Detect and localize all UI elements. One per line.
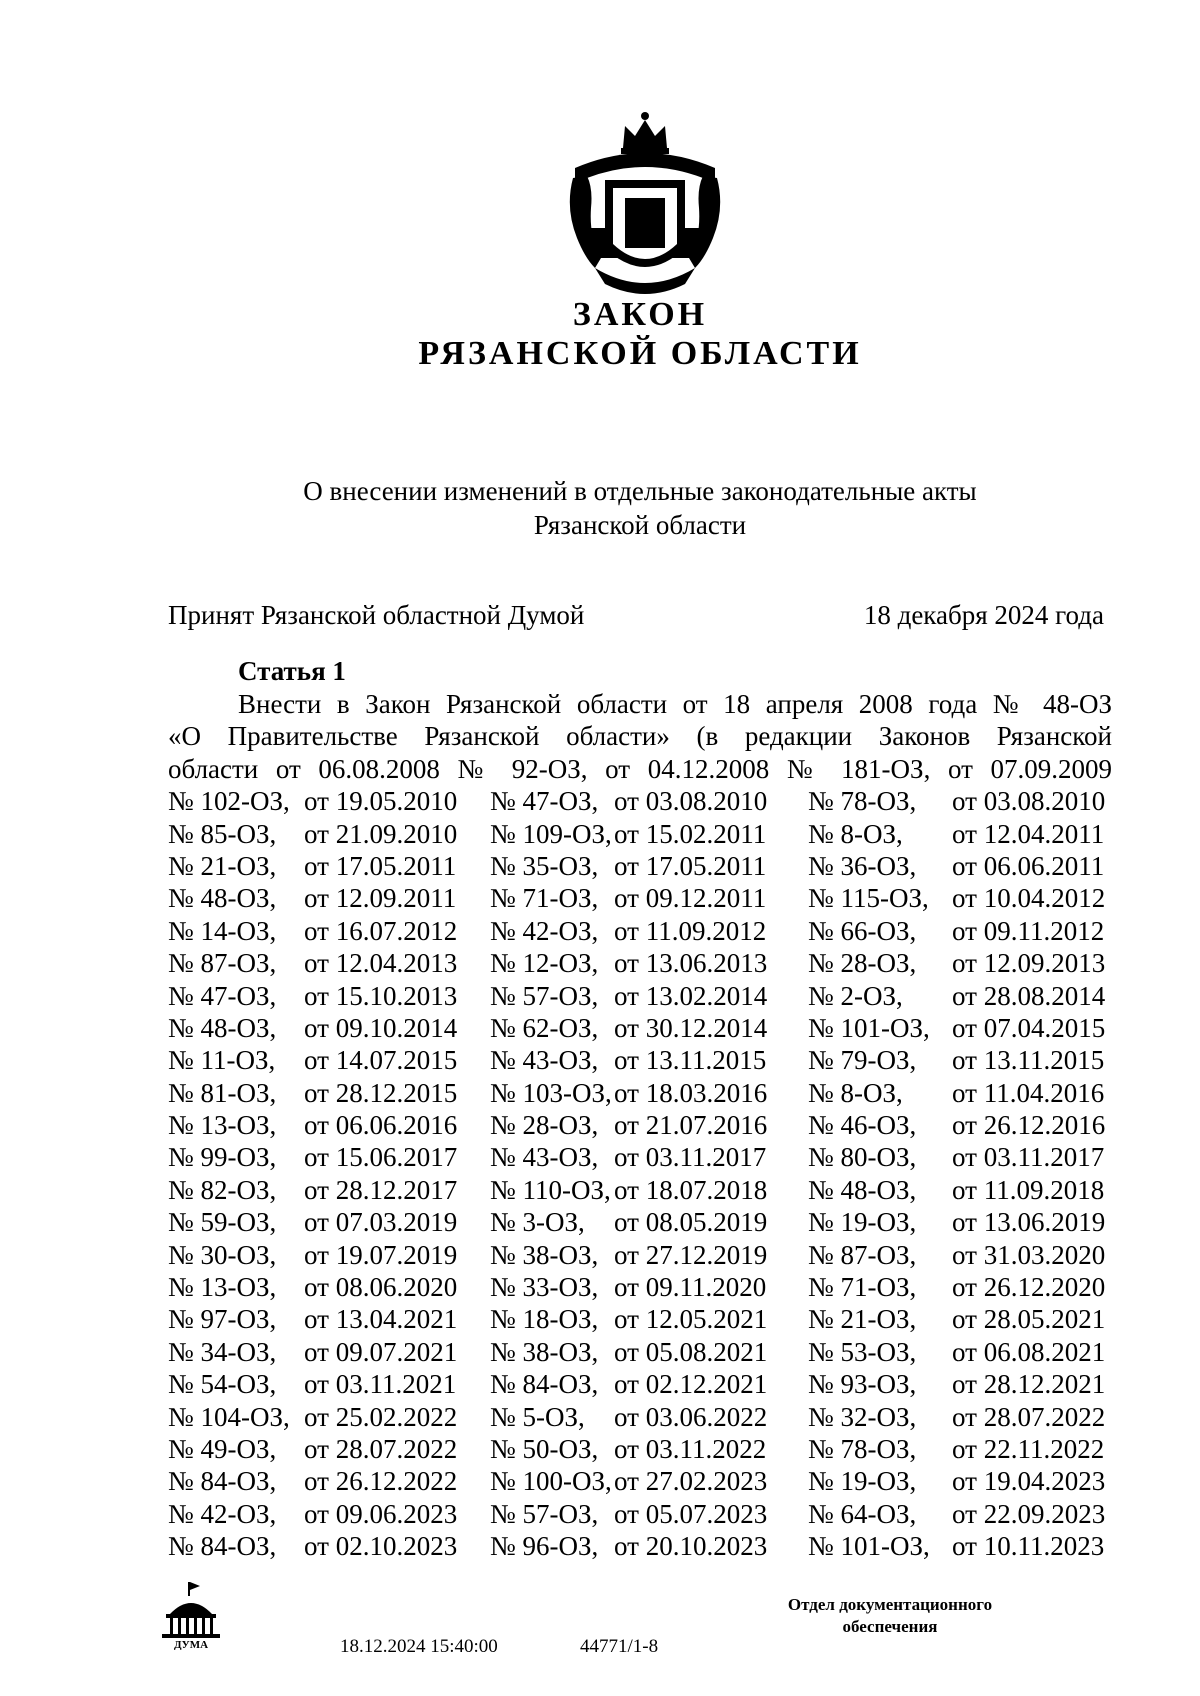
law-date: от 16.07.2012 — [304, 915, 458, 946]
law-date: от 28.07.2022 — [304, 1433, 458, 1464]
amendment-row — [168, 1206, 1112, 1238]
amendment-row — [168, 1368, 1112, 1400]
law-date: от 03.11.2017 — [614, 1142, 767, 1173]
amendment-row — [168, 1433, 1112, 1465]
law-number: № 87-ОЗ, — [808, 1239, 917, 1270]
law-number: № 47-ОЗ, — [168, 980, 277, 1011]
law-date: от 09.11.2012 — [952, 915, 1105, 946]
law-date: от 18.03.2016 — [614, 1077, 768, 1108]
law-date: от 03.06.2022 — [614, 1401, 768, 1432]
law-date: от 07.03.2019 — [304, 1207, 458, 1238]
law-date: от 28.07.2022 — [952, 1401, 1106, 1432]
law-number: № 59-ОЗ, — [168, 1207, 277, 1238]
law-number: № 109-ОЗ, — [490, 818, 612, 849]
law-date: от 27.02.2023 — [614, 1466, 768, 1497]
law-date: от 27.12.2019 — [614, 1239, 768, 1270]
law-number: № 48-ОЗ, — [168, 1012, 277, 1043]
law-date: от 11.09.2012 — [614, 915, 767, 946]
amendment-row — [168, 1077, 1112, 1109]
law-date: от 15.10.2013 — [304, 980, 458, 1011]
law-number: № 47-ОЗ, — [490, 786, 599, 817]
law-number: № 12-ОЗ, — [490, 948, 599, 979]
amendment-row — [168, 1336, 1112, 1368]
law-number: № 13-ОЗ, — [168, 1272, 277, 1303]
law-date: от 11.04.2016 — [952, 1077, 1105, 1108]
law-number: № 28-ОЗ, — [808, 948, 917, 979]
law-number: № 93-ОЗ, — [808, 1369, 917, 1400]
law-number: № 103-ОЗ, — [490, 1077, 612, 1108]
law-date: от 12.04.2011 — [952, 818, 1105, 849]
law-date: от 26.12.2022 — [304, 1466, 458, 1497]
law-number: № 13-ОЗ, — [168, 1110, 277, 1141]
law-date: от 22.09.2023 — [952, 1498, 1106, 1529]
law-date: от 28.12.2021 — [952, 1369, 1106, 1400]
law-number: № 21-ОЗ, — [808, 1304, 917, 1335]
law-number: № 53-ОЗ, — [808, 1336, 917, 1367]
law-number: № 78-ОЗ, — [808, 1433, 917, 1464]
law-date: от 02.10.2023 — [304, 1531, 458, 1562]
law-number: № 87-ОЗ, — [168, 948, 277, 979]
law-number: № 28-ОЗ, — [490, 1110, 599, 1141]
law-date: от 22.11.2022 — [952, 1433, 1105, 1464]
article-text-line: Внести в Закон Рязанской области от 18 апреля 2008 года № 48-ОЗ — [238, 689, 1112, 719]
law-number: № 71-ОЗ, — [490, 883, 599, 914]
law-number: № 30-ОЗ, — [168, 1239, 277, 1270]
law-number: № 2-ОЗ, — [808, 980, 903, 1011]
law-date: от 17.05.2011 — [614, 850, 767, 881]
article-text-line: области от 06.08.2008 № 92-ОЗ, от 04.12.2008 № 181-ОЗ, от 07.09.2009 — [168, 753, 1112, 784]
law-number: № 11-ОЗ, — [168, 1045, 276, 1076]
document-type-title: ЗАКОН — [572, 296, 708, 333]
department-line-2: обеспечения — [842, 1617, 938, 1636]
law-date: от 13.11.2015 — [614, 1045, 767, 1076]
law-date: от 10.11.2023 — [952, 1531, 1105, 1562]
law-date: от 12.09.2011 — [304, 883, 457, 914]
law-date: от 09.12.2011 — [614, 883, 767, 914]
law-number: № 3-ОЗ, — [490, 1207, 585, 1238]
amendment-row — [168, 1012, 1112, 1044]
law-date: от 03.08.2010 — [614, 786, 768, 817]
law-date: от 20.10.2023 — [614, 1531, 768, 1562]
law-number: № 78-ОЗ, — [808, 786, 917, 817]
law-number: № 19-ОЗ, — [808, 1207, 917, 1238]
law-date: от 21.07.2016 — [614, 1110, 768, 1141]
law-number: № 100-ОЗ, — [490, 1466, 612, 1497]
law-number: № 19-ОЗ, — [808, 1466, 917, 1497]
law-number: № 99-ОЗ, — [168, 1142, 277, 1173]
law-date: от 15.02.2011 — [614, 818, 767, 849]
law-number: № 50-ОЗ, — [490, 1433, 599, 1464]
region-title: РЯЗАНСКОЙ ОБЛАСТИ — [418, 335, 862, 372]
law-date: от 13.04.2021 — [304, 1304, 458, 1335]
law-date: от 09.10.2014 — [304, 1012, 458, 1043]
article-text-line: «О Правительстве Рязанской области» (в редакции Законов Рязанской — [168, 721, 1112, 752]
amendment-row — [168, 1530, 1112, 1562]
amendment-row — [168, 1303, 1112, 1335]
law-date: от 28.12.2015 — [304, 1077, 458, 1108]
law-number: № 57-ОЗ, — [490, 980, 599, 1011]
amendment-row — [168, 1239, 1112, 1271]
law-date: от 03.11.2022 — [614, 1433, 767, 1464]
amendment-row — [168, 1498, 1112, 1530]
law-number: № 96-ОЗ, — [490, 1531, 599, 1562]
law-date: от 13.06.2013 — [614, 948, 768, 979]
law-date: от 18.07.2018 — [614, 1174, 768, 1205]
law-date: от 13.02.2014 — [614, 980, 768, 1011]
law-number: № 85-ОЗ, — [168, 818, 277, 849]
law-date: от 07.04.2015 — [952, 1012, 1106, 1043]
law-number: № 66-ОЗ, — [808, 915, 917, 946]
law-number: № 35-ОЗ, — [490, 850, 599, 881]
law-number: № 48-ОЗ, — [168, 883, 277, 914]
law-date: от 11.09.2018 — [952, 1174, 1105, 1205]
amendment-row — [168, 818, 1112, 850]
law-number: № 8-ОЗ, — [808, 1077, 903, 1108]
law-number: № 36-ОЗ, — [808, 850, 917, 881]
amendment-row — [168, 785, 1112, 817]
law-date: от 19.04.2023 — [952, 1466, 1106, 1497]
law-number: № 43-ОЗ, — [490, 1045, 599, 1076]
law-number: № 8-ОЗ, — [808, 818, 903, 849]
amendment-row — [168, 1465, 1112, 1497]
article-heading: Статья 1 — [238, 656, 346, 686]
law-number: № 80-ОЗ, — [808, 1142, 917, 1173]
amendment-row — [168, 1271, 1112, 1303]
law-number: № 102-ОЗ, — [168, 786, 290, 817]
law-number: № 14-ОЗ, — [168, 915, 277, 946]
coat-of-arms-emblem — [565, 108, 725, 298]
registration-number: 44771/1-8 — [580, 1636, 659, 1657]
law-number: № 33-ОЗ, — [490, 1272, 599, 1303]
amendment-row — [168, 1174, 1112, 1206]
law-number: № 18-ОЗ, — [490, 1304, 599, 1335]
law-number: № 57-ОЗ, — [490, 1498, 599, 1529]
law-number: № 62-ОЗ, — [490, 1012, 599, 1043]
law-number: № 46-ОЗ, — [808, 1110, 917, 1141]
adoption-date: 18 декабря 2024 года — [863, 600, 1104, 630]
law-number: № 49-ОЗ, — [168, 1433, 277, 1464]
law-date: от 28.08.2014 — [952, 980, 1106, 1011]
law-number: № 38-ОЗ, — [490, 1239, 599, 1270]
law-date: от 26.12.2016 — [952, 1110, 1106, 1141]
law-date: от 10.04.2012 — [952, 883, 1106, 914]
law-number: № 32-ОЗ, — [808, 1401, 917, 1432]
amendments-list — [168, 785, 1112, 1562]
law-date: от 30.12.2014 — [614, 1012, 768, 1043]
law-date: от 03.11.2017 — [952, 1142, 1105, 1173]
law-number: № 84-ОЗ, — [168, 1531, 277, 1562]
law-date: от 13.11.2015 — [952, 1045, 1105, 1076]
law-date: от 05.07.2023 — [614, 1498, 768, 1529]
law-date: от 19.05.2010 — [304, 786, 458, 817]
law-number: № 84-ОЗ, — [168, 1466, 277, 1497]
department-line-1: Отдел документационного — [787, 1595, 993, 1614]
law-date: от 12.05.2021 — [614, 1304, 768, 1335]
amendment-row — [168, 1044, 1112, 1076]
law-date: от 06.06.2011 — [952, 850, 1105, 881]
law-number: № 42-ОЗ, — [490, 915, 599, 946]
law-number: № 101-ОЗ, — [808, 1531, 930, 1562]
amendment-row — [168, 1109, 1112, 1141]
amendment-row — [168, 1401, 1112, 1433]
law-number: № 115-ОЗ, — [808, 883, 929, 914]
law-date: от 09.06.2023 — [304, 1498, 458, 1529]
law-number: № 42-ОЗ, — [168, 1498, 277, 1529]
subject-line-1: О внесении изменений в отдельные законодательные акты — [303, 476, 977, 506]
law-date: от 26.12.2020 — [952, 1272, 1106, 1303]
law-number: № 48-ОЗ, — [808, 1174, 917, 1205]
law-date: от 02.12.2021 — [614, 1369, 768, 1400]
law-number: № 64-ОЗ, — [808, 1498, 917, 1529]
law-date: от 14.07.2015 — [304, 1045, 458, 1076]
law-number: № 84-ОЗ, — [490, 1369, 599, 1400]
duma-logo-icon — [160, 1580, 222, 1650]
law-number: № 5-ОЗ, — [490, 1401, 585, 1432]
law-number: № 21-ОЗ, — [168, 850, 277, 881]
law-date: от 19.07.2019 — [304, 1239, 458, 1270]
subject-line-2: Рязанской области — [533, 510, 747, 540]
law-date: от 03.08.2010 — [952, 786, 1106, 817]
amendment-row — [168, 947, 1112, 979]
law-date: от 05.08.2021 — [614, 1336, 768, 1367]
law-number: № 97-ОЗ, — [168, 1304, 277, 1335]
law-date: от 15.06.2017 — [304, 1142, 458, 1173]
law-number: № 101-ОЗ, — [808, 1012, 930, 1043]
law-number: № 34-ОЗ, — [168, 1336, 277, 1367]
law-date: от 25.02.2022 — [304, 1401, 458, 1432]
law-date: от 08.06.2020 — [304, 1272, 458, 1303]
law-date: от 21.09.2010 — [304, 818, 458, 849]
amendment-row — [168, 915, 1112, 947]
amendment-row — [168, 980, 1112, 1012]
law-number: № 71-ОЗ, — [808, 1272, 917, 1303]
law-number: № 81-ОЗ, — [168, 1077, 277, 1108]
law-number: № 82-ОЗ, — [168, 1174, 277, 1205]
adoption-text: Принят Рязанской областной Думой — [168, 600, 585, 630]
law-date: от 09.07.2021 — [304, 1336, 458, 1367]
law-number: № 54-ОЗ, — [168, 1369, 277, 1400]
law-date: от 06.08.2021 — [952, 1336, 1106, 1367]
law-date: от 08.05.2019 — [614, 1207, 768, 1238]
amendment-row — [168, 850, 1112, 882]
law-date: от 31.03.2020 — [952, 1239, 1106, 1270]
department-stamp — [740, 1594, 1040, 1638]
law-date: от 13.06.2019 — [952, 1207, 1106, 1238]
law-date: от 12.04.2013 — [304, 948, 458, 979]
law-date: от 03.11.2021 — [304, 1369, 457, 1400]
amendment-row — [168, 1141, 1112, 1173]
law-date: от 17.05.2011 — [304, 850, 457, 881]
law-number: № 110-ОЗ, — [490, 1174, 611, 1205]
law-date: от 12.09.2013 — [952, 948, 1106, 979]
law-number: № 79-ОЗ, — [808, 1045, 917, 1076]
registration-timestamp: 18.12.2024 15:40:00 — [340, 1636, 498, 1657]
duma-logo-text: ДУМА — [173, 1639, 209, 1650]
law-number: № 38-ОЗ, — [490, 1336, 599, 1367]
law-date: от 28.05.2021 — [952, 1304, 1106, 1335]
article-body — [168, 688, 1112, 1563]
law-date: от 06.06.2016 — [304, 1110, 458, 1141]
law-number: № 104-ОЗ, — [168, 1401, 290, 1432]
law-date: от 28.12.2017 — [304, 1174, 458, 1205]
law-number: № 43-ОЗ, — [490, 1142, 599, 1173]
law-date: от 09.11.2020 — [614, 1272, 767, 1303]
amendment-row — [168, 882, 1112, 914]
